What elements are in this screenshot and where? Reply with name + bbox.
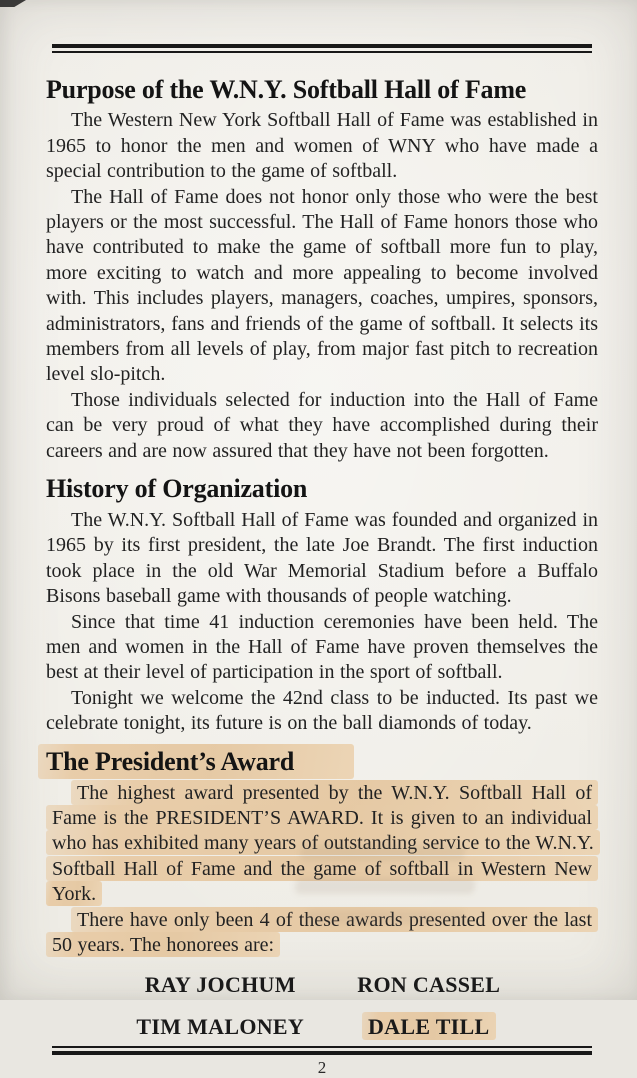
rule-thin-line	[52, 51, 592, 53]
top-double-rule	[52, 44, 592, 53]
bottom-double-rule	[52, 1046, 592, 1055]
award-heading	[46, 747, 598, 777]
award-heading-highlight: The President’s Award	[38, 744, 354, 779]
honoree-name	[330, 1014, 529, 1040]
history-heading: History of Organization	[46, 474, 308, 504]
purpose-heading: Purpose of the W.N.Y. Softball Hall of Fame	[46, 74, 527, 104]
award-paragraph-1-highlight: The highest award presented by the W.N.Y. Softball Hall of Fame is the PRESIDENT’S AWARD. It is given to an individual who has exhibited many years of outstanding service to the W.N.Y. Softball Hall of Fame and the game of softball in Western New York.	[46, 780, 600, 907]
honoree-name: RON CASSEL	[357, 972, 501, 998]
purpose-paragraph-1: The Western New York Softball Hall of Fame was established in 1965 to honor the men and women of WNY who have made a special contribution to the game of softball.	[46, 109, 598, 183]
award-paragraph-2-highlight: There have only been 4 of these awards presented over the last 50 years. The honorees are:	[46, 907, 598, 957]
purpose-paragraph-3: Those individuals selected for induction into the Hall of Fame can be very proud of what they have accomplished during their careers and are now assured that they have not been forgotten.	[46, 388, 598, 462]
award-paragraph-1	[46, 781, 598, 908]
honoree-name-highlight: DALE TILL	[362, 1012, 496, 1040]
page-number: 2	[317, 1057, 327, 1077]
purpose-paragraph-2: The Hall of Fame does not honor only those who were the best players or the most successful. The Hall of Fame honors those who have contributed to make the game of softball more fun to play, more exciting to watch and more appealing to become involved with. This includes players, managers, coaches, umpires, sponsors, administrators, fans and friends of the game of softball. It selects its members from all levels of play, from major fast pitch to recreation level slo-pitch.	[46, 185, 598, 386]
history-paragraph-2: Since that time 41 induction ceremonies have been held. The men and women in the Hall of Fame have proven themselves the best at their level of participation in the sport of softball.	[46, 610, 598, 684]
honoree-name: RAY JOCHUM	[144, 972, 296, 998]
honoree-name: TIM MALONEY	[136, 1014, 305, 1040]
history-paragraph-3: Tonight we welcome the 42nd class to be inducted. Its past we celebrate tonight, its future is on the ball diamonds of today.	[46, 686, 598, 735]
award-paragraph-2	[46, 908, 598, 959]
history-paragraph-1: The W.N.Y. Softball Hall of Fame was founded and organized in 1965 by its first president, the late Joe Brandt. The first induction took place in the old War Memorial Stadium before a Buffalo Bisons baseball game with thousands of people watching.	[46, 508, 598, 608]
honorees-list	[46, 958, 598, 1046]
scan-corner-artifact	[0, 0, 26, 7]
